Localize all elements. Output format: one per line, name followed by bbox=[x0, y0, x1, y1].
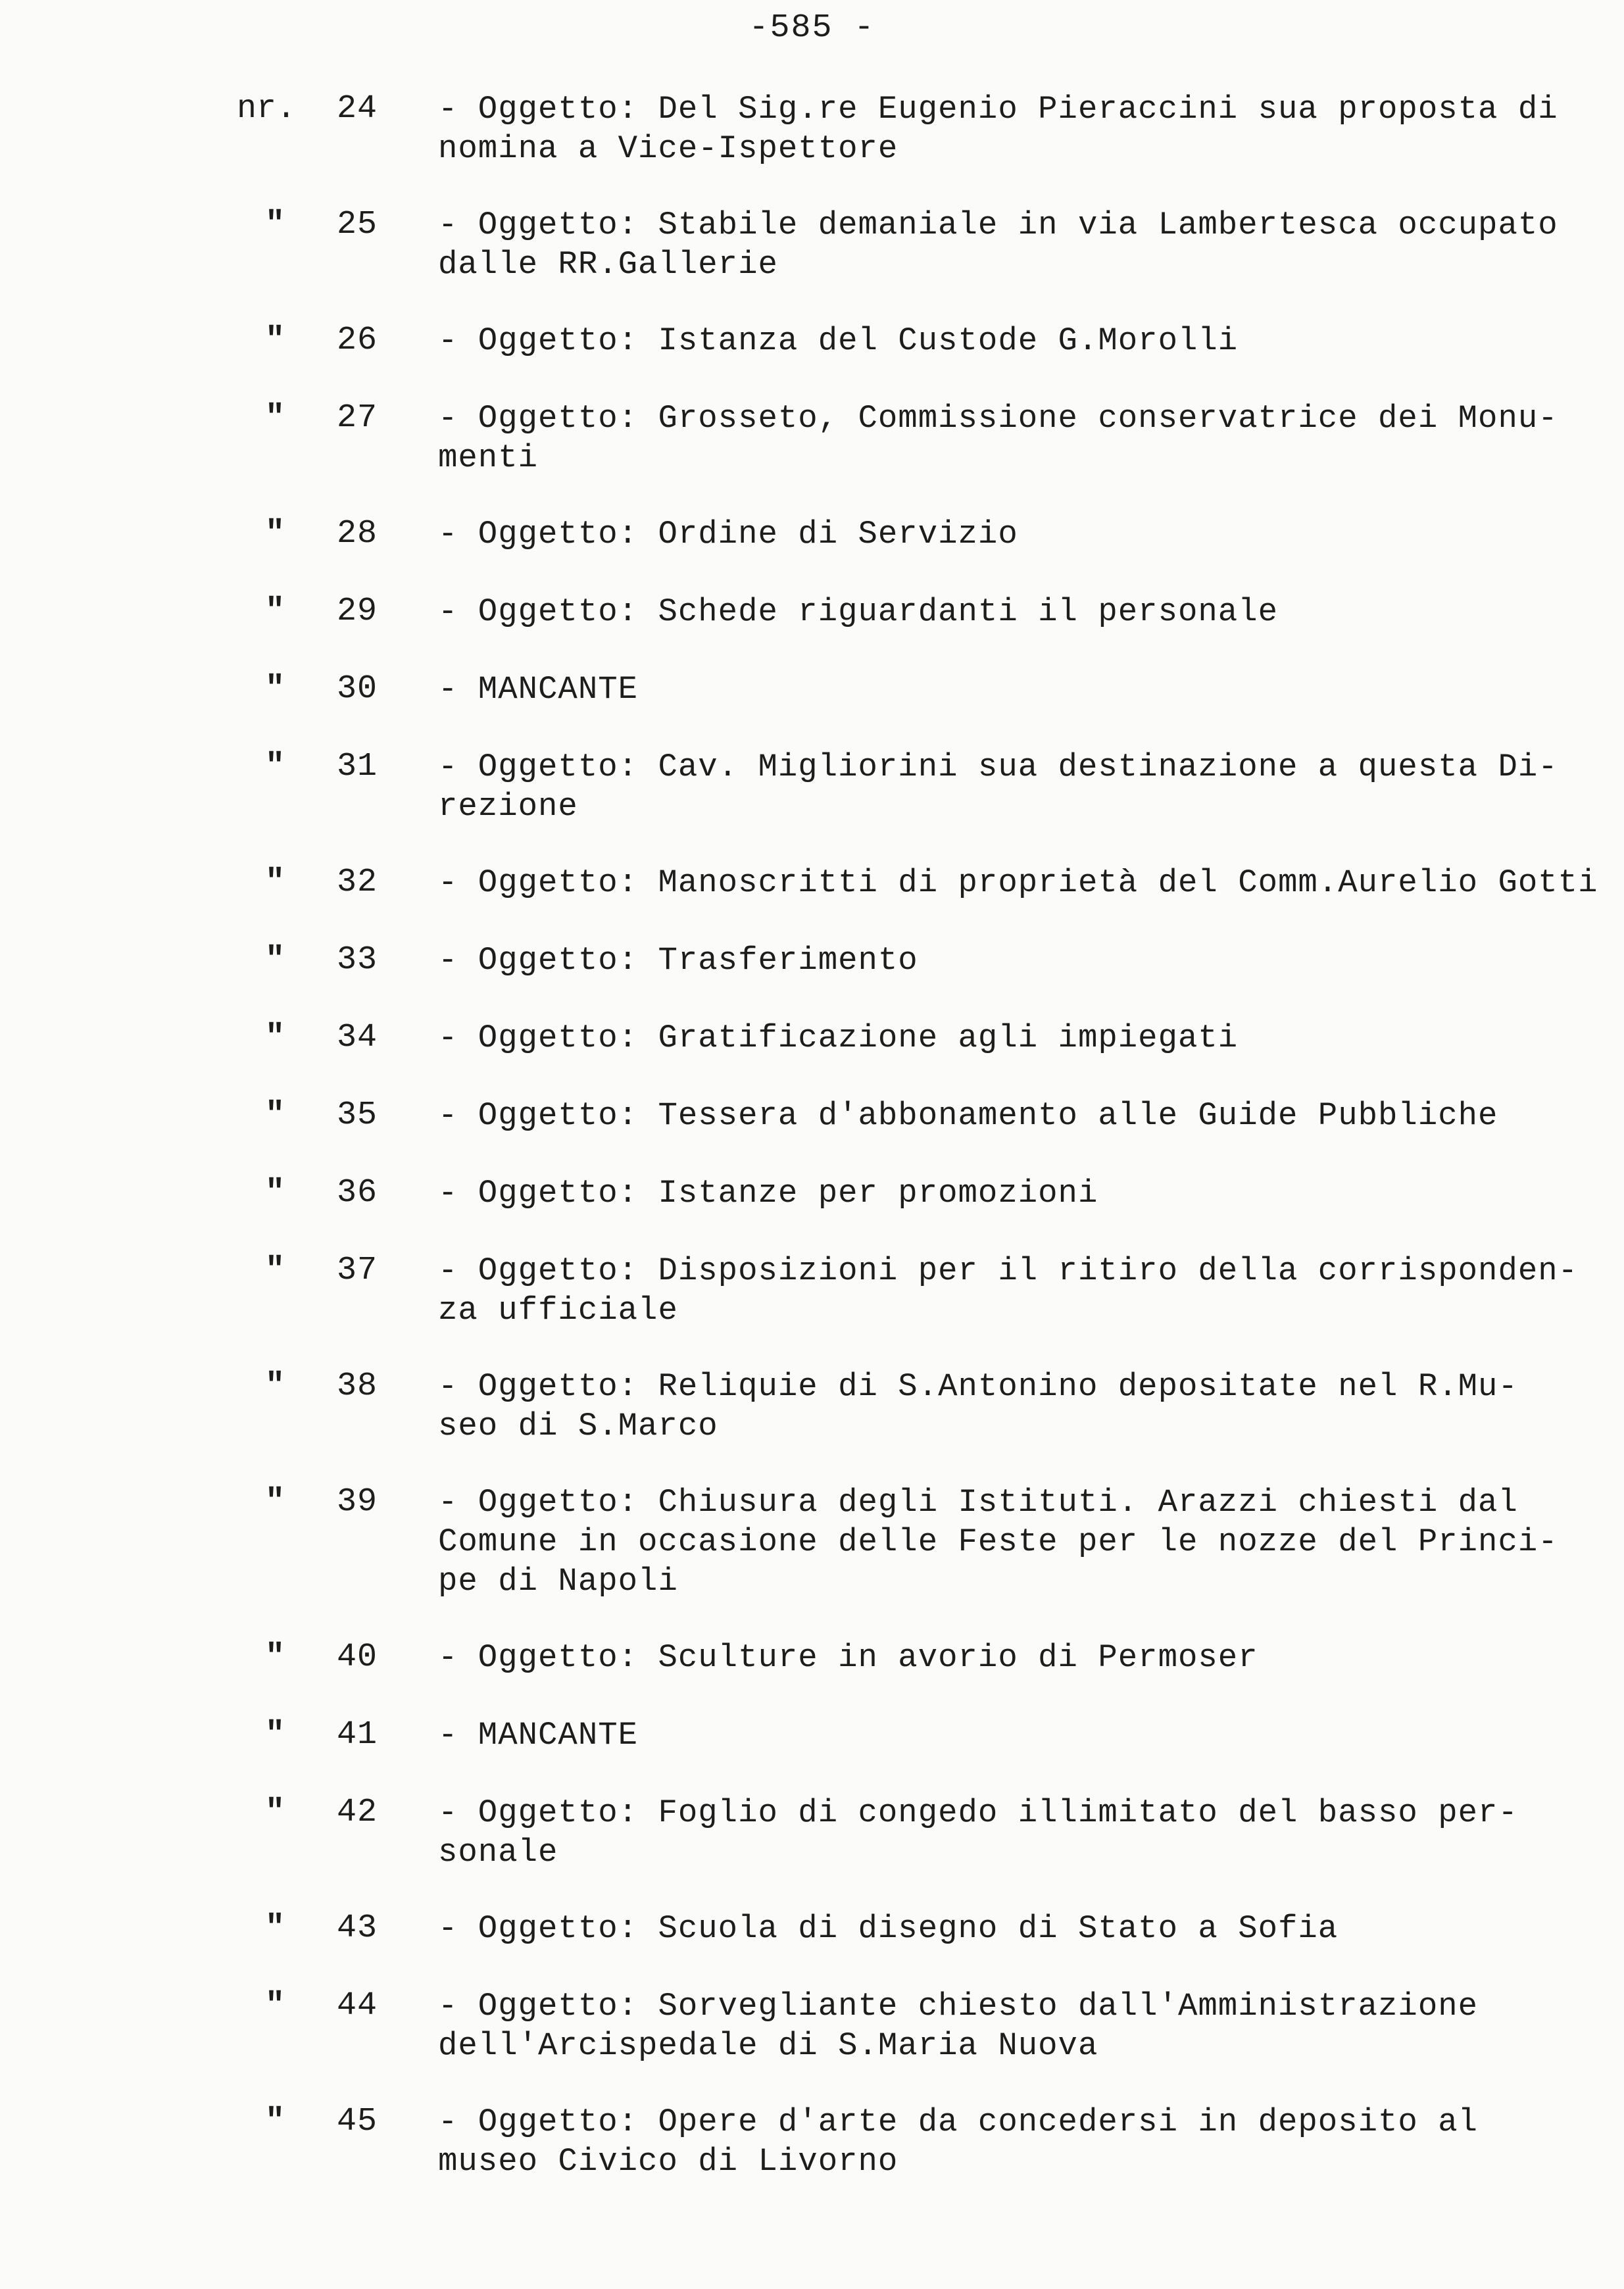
entry-ditto-mark: " bbox=[264, 1483, 285, 1521]
entry-description bbox=[438, 1483, 1596, 1601]
entry-ditto-mark: " bbox=[264, 1794, 285, 1831]
entry-description-line: dalle RR.Gallerie bbox=[438, 246, 778, 283]
entry-description-line: - Oggetto: Del Sig.re Eugenio Pieraccini sua proposta di bbox=[438, 91, 1558, 128]
entry-description-line: sonale bbox=[438, 1834, 558, 1871]
entry-description-line: dell'Arcispedale di S.Maria Nuova bbox=[438, 2027, 1098, 2064]
register-entry bbox=[0, 1251, 1624, 1367]
register-entry bbox=[0, 205, 1624, 321]
entry-description-line: - Oggetto: Gratificazione agli impiegati bbox=[438, 1020, 1239, 1056]
register-entry bbox=[0, 514, 1624, 592]
register-entry bbox=[0, 863, 1624, 941]
entry-description bbox=[438, 863, 1596, 902]
entry-ditto-mark: " bbox=[264, 1909, 285, 1947]
entry-description bbox=[438, 747, 1596, 826]
entry-description-line: menti bbox=[438, 439, 539, 476]
entry-description bbox=[438, 1251, 1596, 1330]
entry-description-line: - Oggetto: Foglio di congedo illimitato del basso per- bbox=[438, 1794, 1518, 1831]
entry-description-line: - Oggetto: Stabile demaniale in via Lambertesca occupato bbox=[438, 207, 1558, 243]
entry-number: 26 bbox=[337, 322, 378, 359]
entry-ditto-mark: " bbox=[264, 1987, 285, 2025]
entry-ditto-mark: " bbox=[264, 2103, 285, 2140]
entry-description bbox=[438, 592, 1596, 631]
entry-description-line: - MANCANTE bbox=[438, 671, 639, 708]
entry-number: 36 bbox=[337, 1174, 378, 1212]
entry-ditto-mark: " bbox=[264, 206, 285, 243]
entry-number: 29 bbox=[337, 593, 378, 630]
entry-description-line: - Oggetto: Sculture in avorio di Permoser bbox=[438, 1639, 1258, 1676]
entry-description bbox=[438, 1986, 1596, 2065]
entry-number: 39 bbox=[337, 1483, 378, 1521]
entry-ditto-mark: " bbox=[264, 864, 285, 901]
register-entry bbox=[0, 1909, 1624, 1986]
entry-description bbox=[438, 670, 1596, 709]
entry-description bbox=[438, 1793, 1596, 1872]
entry-description bbox=[438, 1096, 1596, 1135]
entry-description-line: seo di S.Marco bbox=[438, 1408, 718, 1444]
entry-nr-label: nr. bbox=[237, 90, 297, 128]
entry-number: 32 bbox=[337, 864, 378, 901]
entry-number: 33 bbox=[337, 941, 378, 979]
entry-ditto-mark: " bbox=[264, 515, 285, 553]
register-entry bbox=[0, 1715, 1624, 1793]
register-entry bbox=[0, 89, 1624, 205]
entry-description-line: - Oggetto: Tessera d'abbonamento alle Guide Pubbliche bbox=[438, 1097, 1498, 1134]
register-entry bbox=[0, 399, 1624, 514]
entry-description-line: - Oggetto: Istanza del Custode G.Morolli bbox=[438, 322, 1239, 359]
entry-description-line: - Oggetto: Scuola di disegno di Stato a Sofia bbox=[438, 1910, 1339, 1947]
entry-ditto-mark: " bbox=[264, 748, 285, 785]
entry-number: 35 bbox=[337, 1096, 378, 1134]
entry-number: 25 bbox=[337, 206, 378, 243]
entry-number: 44 bbox=[337, 1987, 378, 2025]
entry-description bbox=[438, 941, 1596, 980]
entry-ditto-mark: " bbox=[264, 941, 285, 979]
entry-number: 30 bbox=[337, 670, 378, 708]
entry-number: 45 bbox=[337, 2103, 378, 2140]
entry-description-line: pe di Napoli bbox=[438, 1563, 678, 1600]
register-entry bbox=[0, 321, 1624, 399]
entry-description bbox=[438, 514, 1596, 554]
entry-ditto-mark: " bbox=[264, 1096, 285, 1134]
entry-description-line: - Oggetto: Grosseto, Commissione conservatrice dei Monu- bbox=[438, 400, 1558, 437]
entry-description bbox=[438, 321, 1596, 360]
entry-number: 24 bbox=[337, 90, 378, 128]
entry-description-line: rezione bbox=[438, 788, 578, 825]
entry-number: 27 bbox=[337, 399, 378, 437]
entry-description-line: - Oggetto: Opere d'arte da concedersi in deposito al bbox=[438, 2104, 1479, 2140]
register-entry bbox=[0, 1367, 1624, 1483]
entry-description-line: Comune in occasione delle Feste per le nozze del Princi- bbox=[438, 1523, 1558, 1560]
register-entry bbox=[0, 592, 1624, 670]
register-entry bbox=[0, 2102, 1624, 2218]
entry-description-line: - Oggetto: Trasferimento bbox=[438, 942, 918, 979]
register-entry bbox=[0, 941, 1624, 1018]
entry-description-line: - Oggetto: Cav. Migliorini sua destinazione a questa Di- bbox=[438, 749, 1558, 785]
entry-description-line: - Oggetto: Sorvegliante chiesto dall'Amministrazione bbox=[438, 1988, 1479, 2025]
entry-number: 42 bbox=[337, 1794, 378, 1831]
entry-description bbox=[438, 399, 1596, 478]
register-entry bbox=[0, 747, 1624, 863]
entry-description bbox=[438, 1018, 1596, 1058]
entry-number: 37 bbox=[337, 1252, 378, 1289]
register-entry bbox=[0, 1793, 1624, 1909]
register-entry bbox=[0, 1986, 1624, 2102]
register-entry bbox=[0, 1638, 1624, 1715]
entry-ditto-mark: " bbox=[264, 1019, 285, 1056]
entry-description bbox=[438, 89, 1596, 168]
entry-description-line: - Oggetto: Schede riguardanti il personale bbox=[438, 593, 1279, 630]
entry-description bbox=[438, 1173, 1596, 1213]
entry-ditto-mark: " bbox=[264, 1252, 285, 1289]
entry-description-line: za ufficiale bbox=[438, 1292, 678, 1329]
entry-description-line: - Oggetto: Ordine di Servizio bbox=[438, 516, 1018, 553]
entry-number: 31 bbox=[337, 748, 378, 785]
entry-description bbox=[438, 1638, 1596, 1677]
entry-description bbox=[438, 1715, 1596, 1755]
entry-description-line: - MANCANTE bbox=[438, 1717, 639, 1754]
entry-number: 34 bbox=[337, 1019, 378, 1056]
entry-ditto-mark: " bbox=[264, 322, 285, 359]
entry-number: 40 bbox=[337, 1638, 378, 1676]
register-entry bbox=[0, 1018, 1624, 1096]
entry-description-line: - Oggetto: Istanze per promozioni bbox=[438, 1175, 1098, 1212]
entry-list bbox=[0, 89, 1624, 2218]
register-entry bbox=[0, 1483, 1624, 1638]
entry-description-line: - Oggetto: Manoscritti di proprietà del Comm.Aurelio Gotti bbox=[438, 864, 1598, 901]
entry-description bbox=[438, 205, 1596, 284]
entry-description-line: - Oggetto: Disposizioni per il ritiro della corrisponden- bbox=[438, 1252, 1579, 1289]
register-entry bbox=[0, 670, 1624, 747]
entry-ditto-mark: " bbox=[264, 1716, 285, 1754]
entry-description-line: - Oggetto: Reliquie di S.Antonino depositate nel R.Mu- bbox=[438, 1368, 1518, 1405]
entry-ditto-mark: " bbox=[264, 1638, 285, 1676]
entry-number: 41 bbox=[337, 1716, 378, 1754]
entry-ditto-mark: " bbox=[264, 593, 285, 630]
entry-number: 43 bbox=[337, 1909, 378, 1947]
page-number: -585 - bbox=[749, 9, 875, 47]
entry-description bbox=[438, 1367, 1596, 1446]
register-entry bbox=[0, 1096, 1624, 1173]
entry-description-line: nomina a Vice-Ispettore bbox=[438, 130, 898, 167]
entry-number: 28 bbox=[337, 515, 378, 553]
entry-description bbox=[438, 1909, 1596, 1948]
entry-ditto-mark: " bbox=[264, 670, 285, 708]
entry-number: 38 bbox=[337, 1367, 378, 1405]
entry-description-line: museo Civico di Livorno bbox=[438, 2143, 898, 2180]
entry-description bbox=[438, 2102, 1596, 2181]
entry-ditto-mark: " bbox=[264, 1174, 285, 1212]
entry-ditto-mark: " bbox=[264, 399, 285, 437]
register-entry bbox=[0, 1173, 1624, 1251]
entry-description-line: - Oggetto: Chiusura degli Istituti. Arazzi chiesti dal bbox=[438, 1484, 1518, 1521]
entry-ditto-mark: " bbox=[264, 1367, 285, 1405]
